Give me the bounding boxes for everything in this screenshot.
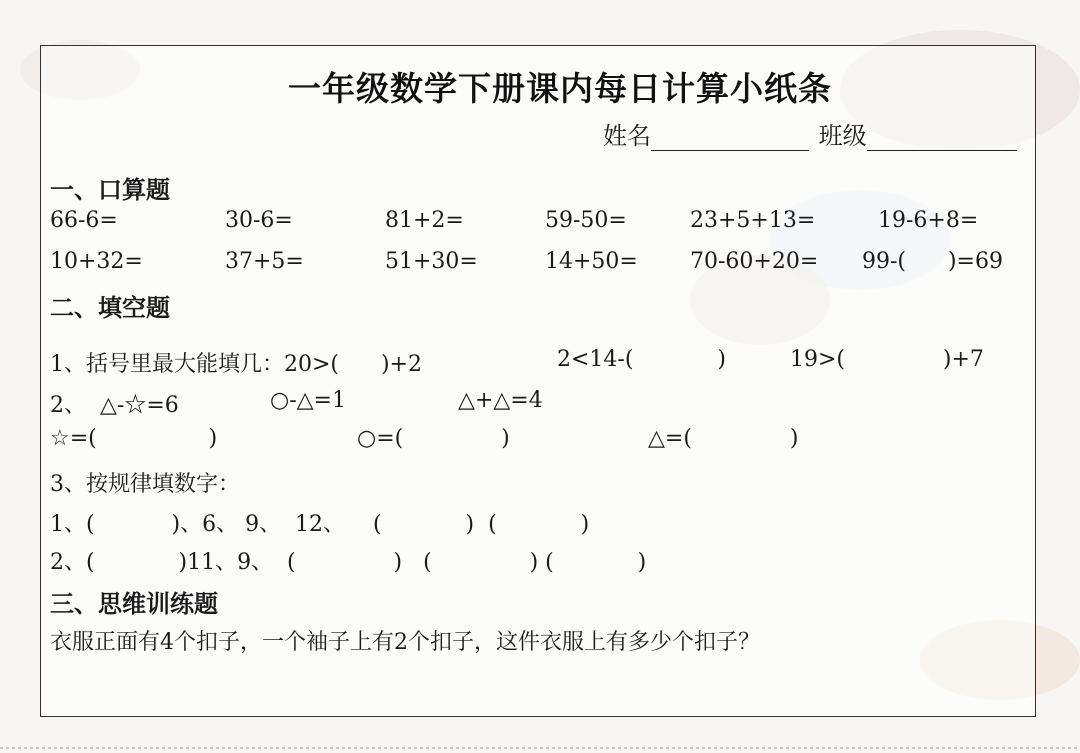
fill-q1-b: 2<14-( )	[557, 347, 726, 372]
fill-q2-answer-circle: ○=( )	[357, 426, 510, 451]
fill-q3-heading: 3、按规律填数字：	[50, 472, 240, 497]
fill-q2-answer-triangle: △=( )	[648, 426, 799, 451]
oral-item: 37+5=	[225, 249, 304, 274]
thinking-question: 衣服正面有4个扣子，一个袖子上有2个扣子，这件衣服上有多少个扣子？	[50, 630, 760, 655]
oral-item: 23+5+13=	[690, 208, 816, 233]
fill-q1-a: 1、括号里最大能填几：20>( )+2	[50, 352, 422, 377]
oral-item: 14+50=	[545, 249, 638, 274]
name-blank[interactable]	[651, 128, 809, 151]
oral-item: 66-6=	[50, 208, 118, 233]
oral-item: 19-6+8=	[878, 208, 979, 233]
pattern-line-1: 1、( )、6、 9、 12、 ( ) ( )	[50, 512, 590, 537]
oral-item: 51+30=	[385, 249, 478, 274]
oral-item: 81+2=	[385, 208, 464, 233]
oral-item: 59-50=	[545, 208, 627, 233]
oral-item: 70-60+20=	[690, 249, 819, 274]
fill-q1-c: 19>( )+7	[790, 347, 984, 372]
class-blank[interactable]	[867, 128, 1017, 151]
page-title: 一年级数学下册课内每日计算小纸条	[288, 69, 832, 108]
fill-q2-b: ○-△=1	[270, 388, 346, 413]
section1-heading: 一、口算题	[50, 176, 170, 204]
fill-q2-answer-star: ☆=( )	[50, 426, 218, 451]
pattern-line-2: 2、( )11、9、 ( ) ( ) ( )	[50, 550, 647, 575]
name-class-row	[603, 116, 1017, 151]
name-label: 姓名	[603, 122, 651, 150]
oral-item: 10+32=	[50, 249, 143, 274]
oral-item: 30-6=	[225, 208, 293, 233]
class-label: 班级	[818, 122, 867, 150]
section3-heading: 三、思维训练题	[50, 590, 218, 618]
fill-q2-a: 2、 △-☆=6	[50, 393, 179, 418]
oral-item: 99-( )=69	[862, 249, 1003, 274]
section2-heading: 二、填空题	[50, 294, 170, 322]
fill-q2-c: △+△=4	[458, 388, 543, 413]
